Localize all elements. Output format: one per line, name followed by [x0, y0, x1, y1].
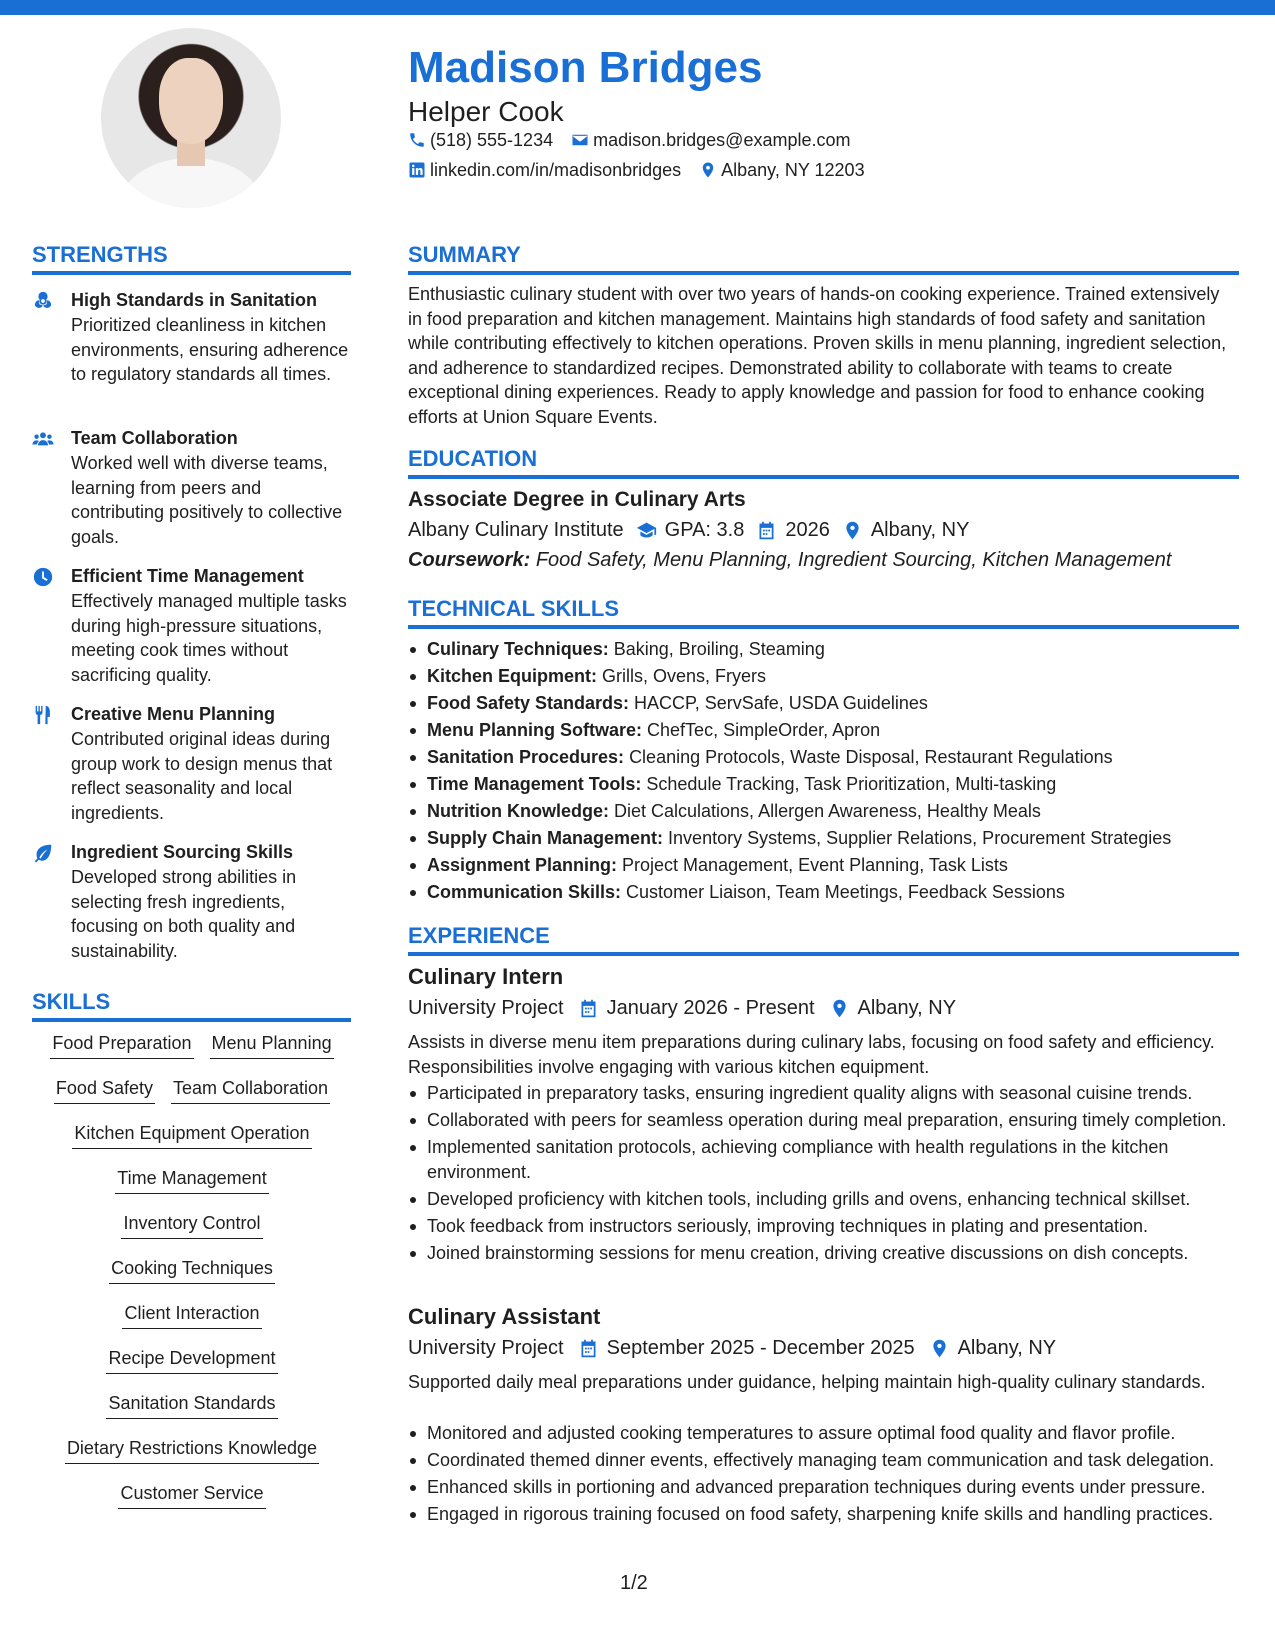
linkedin-icon [408, 161, 426, 179]
skill-tag: Team Collaboration [171, 1075, 330, 1104]
summary-divider [408, 271, 1239, 275]
biohazard-icon [32, 290, 54, 312]
strength-item [32, 702, 352, 825]
profile-photo [101, 28, 281, 208]
school-name: Albany Culinary Institute [408, 519, 624, 541]
technical-skills-heading: TECHNICAL SKILLS [408, 596, 620, 621]
skill-tag: Customer Service [118, 1480, 265, 1509]
strengths-divider [32, 271, 351, 275]
job-dates: January 2026 - Present [606, 997, 815, 1019]
list-item: Food Safety Standards: HACCP, ServSafe, USDA Guidelines [408, 690, 1238, 717]
list-item: Nutrition Knowledge: Diet Calculations, Allergen Awareness, Healthy Meals [408, 798, 1238, 825]
graduation-year: 2026 [785, 519, 830, 541]
skills-divider [32, 1018, 351, 1022]
coursework: Coursework: Food Safety, Menu Planning, Ingredient Sourcing, Kitchen Management [408, 549, 1172, 571]
list-item: Supply Chain Management: Inventory Systems, Supplier Relations, Procurement Strategies [408, 825, 1238, 852]
skill-tag: Menu Planning [210, 1030, 334, 1059]
strength-title: Efficient Time Management [71, 566, 304, 586]
strength-item [32, 564, 352, 687]
school-location: Albany, NY [870, 519, 970, 541]
contact-row-1 [408, 128, 868, 152]
technical-skills-divider [408, 625, 1239, 629]
skill-tag: Dietary Restrictions Knowledge [65, 1435, 319, 1464]
list-item: Assignment Planning: Project Management, Event Planning, Task Lists [408, 852, 1238, 879]
calendar-icon [578, 998, 599, 1019]
technical-skills-list [408, 636, 1238, 906]
strength-title: Ingredient Sourcing Skills [71, 842, 294, 862]
strength-item [32, 426, 352, 549]
contact-row-2 [408, 158, 883, 182]
job-meta [408, 1334, 1068, 1362]
strength-title: Team Collaboration [71, 428, 238, 448]
contact-phone[interactable]: (518) 555-1234 [408, 128, 553, 152]
top-accent-bar [0, 0, 1275, 15]
skills-heading: SKILLS [32, 989, 111, 1014]
map-pin-icon [842, 520, 863, 541]
strength-title: Creative Menu Planning [71, 704, 276, 724]
job-location: Albany, NY [857, 997, 957, 1019]
skills-list [32, 1030, 352, 1525]
list-item: Culinary Techniques: Baking, Broiling, Steaming [408, 636, 1238, 663]
education-divider [408, 475, 1239, 479]
strength-desc: Contributed original ideas during group work to design menus that reflect seasonality and local ingredients. [71, 729, 333, 823]
skill-tag: Sanitation Standards [106, 1390, 277, 1419]
skill-tag: Inventory Control [121, 1210, 262, 1239]
job-description: Supported daily meal preparations under guidance, helping maintain high-quality culinary standards. [408, 1372, 1206, 1392]
experience-heading: EXPERIENCE [408, 923, 550, 948]
candidate-role: Helper Cook [408, 96, 564, 127]
calendar-icon [756, 520, 777, 541]
list-item: Engaged in rigorous training focused on food safety, sharpening knife skills and handling practices. [408, 1502, 1238, 1527]
education-heading: EDUCATION [408, 446, 538, 471]
utensils-icon [32, 704, 54, 726]
skill-tag: Food Safety [54, 1075, 155, 1104]
job-dates: September 2025 - December 2025 [606, 1337, 915, 1359]
skill-tag: Recipe Development [106, 1345, 277, 1374]
list-item: Developed proficiency with kitchen tools, including grills and ovens, enhancing technical skillset. [408, 1187, 1238, 1212]
strengths-heading: STRENGTHS [32, 242, 168, 267]
map-pin-icon [829, 998, 850, 1019]
education-meta [408, 516, 981, 544]
list-item: Communication Skills: Customer Liaison, Team Meetings, Feedback Sessions [408, 879, 1238, 906]
skill-tag: Kitchen Equipment Operation [72, 1120, 311, 1149]
users-icon [32, 428, 54, 450]
strength-desc: Effectively managed multiple tasks during high-pressure situations, meeting cook times without sacrificing quality. [71, 591, 347, 685]
strength-desc: Prioritized cleanliness in kitchen environments, ensuring adherence to regulatory standards all times. [71, 315, 349, 384]
list-item: Implemented sanitation protocols, achieving compliance with health regulations in the kitchen environment. [408, 1135, 1238, 1184]
list-item: Sanitation Procedures: Cleaning Protocols, Waste Disposal, Restaurant Regulations [408, 744, 1238, 771]
summary-heading: SUMMARY [408, 242, 521, 267]
job-meta [408, 994, 968, 1022]
strength-desc: Developed strong abilities in selecting fresh ingredients, focusing on both quality and sustainability. [71, 867, 297, 961]
map-pin-icon [929, 1338, 950, 1359]
list-item: Coordinated themed dinner events, effectively managing team communication and task delegation. [408, 1448, 1238, 1473]
job-location: Albany, NY [957, 1337, 1057, 1359]
graduation-cap-icon [636, 520, 657, 541]
skill-tag: Food Preparation [50, 1030, 193, 1059]
job-bullets [408, 1421, 1238, 1529]
clock-icon [32, 566, 54, 588]
degree-title: Associate Degree in Culinary Arts [408, 488, 746, 511]
page-indicator: 1/2 [620, 1572, 648, 1594]
job-org: University Project [408, 997, 564, 1019]
contact-linkedin[interactable]: linkedin.com/in/madisonbridges [408, 158, 681, 182]
list-item: Joined brainstorming sessions for menu creation, driving creative discussions on dish concepts. [408, 1241, 1238, 1266]
list-item: Kitchen Equipment: Grills, Ovens, Fryers [408, 663, 1238, 690]
skill-tag: Cooking Techniques [109, 1255, 275, 1284]
list-item: Collaborated with peers for seamless operation during meal preparation, ensuring timely completion. [408, 1108, 1238, 1133]
skill-tag: Time Management [115, 1165, 268, 1194]
list-item: Participated in preparatory tasks, ensuring ingredient quality aligns with seasonal cuisine trends. [408, 1081, 1238, 1106]
job-description: Assists in diverse menu item preparations during culinary labs, focusing on food safety and efficiency. Responsibilities involve engaging with various kitchen equipment. [408, 1032, 1215, 1077]
list-item: Time Management Tools: Schedule Tracking, Task Prioritization, Multi-tasking [408, 771, 1238, 798]
map-pin-icon [699, 161, 717, 179]
contact-location: Albany, NY 12203 [699, 158, 864, 182]
strength-item [32, 840, 352, 963]
strength-title: High Standards in Sanitation [71, 290, 318, 310]
job-title: Culinary Assistant [408, 1304, 601, 1329]
strength-item [32, 288, 352, 387]
contact-email[interactable]: madison.bridges@example.com [571, 128, 850, 152]
candidate-name: Madison Bridges [408, 43, 763, 92]
gpa-value: GPA: 3.8 [664, 519, 745, 541]
list-item: Menu Planning Software: ChefTec, SimpleOrder, Apron [408, 717, 1238, 744]
strength-desc: Worked well with diverse teams, learning from peers and contributing positively to collective goals. [71, 453, 343, 547]
list-item: Took feedback from instructors seriously, improving techniques in plating and presentation. [408, 1214, 1238, 1239]
envelope-icon [571, 131, 589, 149]
leaf-icon [32, 842, 54, 864]
job-title: Culinary Intern [408, 964, 564, 989]
experience-divider [408, 952, 1239, 956]
job-bullets [408, 1081, 1238, 1268]
job-org: University Project [408, 1337, 564, 1359]
phone-icon [408, 131, 426, 149]
calendar-icon [578, 1338, 599, 1359]
summary-text: Enthusiastic culinary student with over two years of hands-on cooking experience. Trained extensively in food preparation and kitchen management. Maintains high standards of food safety and sanitation while contributing effectively to kitchen operations. Proven skills in menu planning, ingredient selection, and adherence to standardized recipes. Demonstrated ability to collaborate with teams to create exceptional dining experiences. Ready to apply knowledge and passion for food to enhance cooking efforts at Union Square Events. [408, 284, 1227, 427]
list-item: Monitored and adjusted cooking temperatures to assure optimal food quality and flavor profile. [408, 1421, 1238, 1446]
list-item: Enhanced skills in portioning and advanced preparation techniques during events under pressure. [408, 1475, 1238, 1500]
skill-tag: Client Interaction [122, 1300, 261, 1329]
